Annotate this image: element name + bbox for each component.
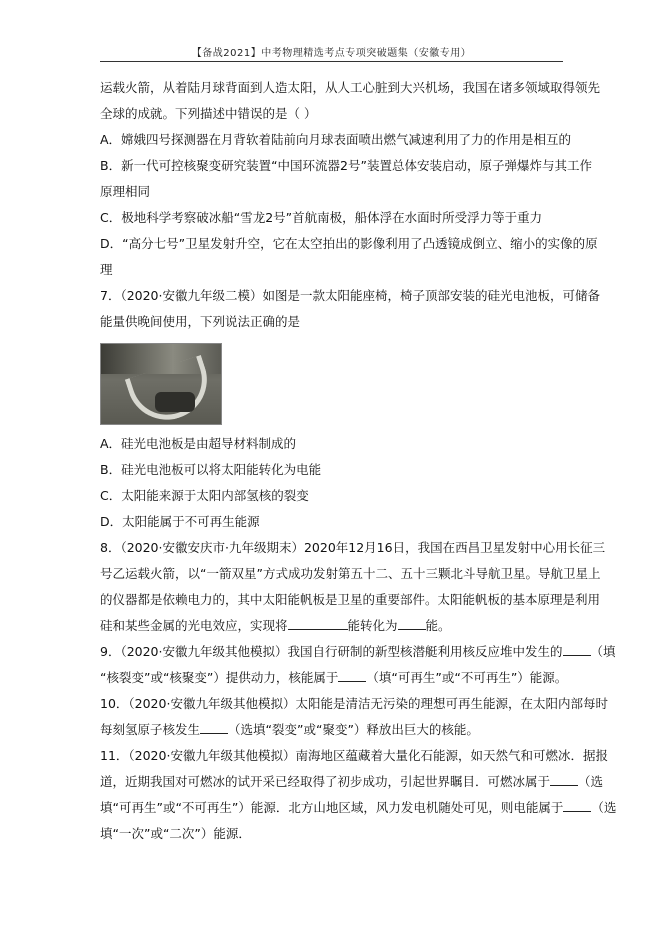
q6-option-b: B．新一代可控核聚变研究装置“中国环流器2号”装置总体安装启动，原子弹爆炸与其工作 <box>100 158 592 173</box>
q6-option-d-cont: 理 <box>100 262 113 277</box>
q9-line-1-part-b: （填 <box>590 644 616 659</box>
q11-line-2 <box>100 769 604 795</box>
q8-line-4 <box>100 613 563 639</box>
q8-line-1: 8．（2020·安徽安庆市·九年级期末）2020年12月16日，我国在西昌卫星发射中心用长征三 <box>100 540 606 555</box>
q6-option-a: A．嫦娥四号探测器在月背软着陆前向月球表面喷出燃气减速利用了力的作用是相互的 <box>100 132 572 147</box>
q9-line-1 <box>100 639 616 665</box>
q7-option-a: A．硅光电池板是由超导材料制成的 <box>100 436 297 451</box>
q11-line-3-part-b: （选 <box>591 800 617 815</box>
q11-line-3 <box>100 795 617 821</box>
q8-line-4-part-c: 能。 <box>425 618 451 633</box>
answer-blank[interactable] <box>398 617 426 630</box>
answer-blank[interactable] <box>338 669 366 682</box>
q11-line-3-part-a: 填“可再生”或“不可再生”）能源．北方山地区域，风力发电机随处可见，则电能属于 <box>100 800 564 815</box>
q6-option-b-cont: 原理相同 <box>100 184 151 199</box>
q8-line-2: 号乙运载火箭，以“一箭双星”方式成功发射第五十二、五十三颗北斗导航卫星。导航卫星上 <box>100 566 601 581</box>
q9-line-2-part-a: “核裂变”或“核聚变”）提供动力，核能属于 <box>100 670 339 685</box>
q7-stem-line-1: 7．（2020·安徽九年级二模）如图是一款太阳能座椅，椅子顶部安装的硅光电池板，可储备 <box>100 288 600 303</box>
answer-blank[interactable] <box>550 773 578 786</box>
q6-option-c: C．极地科学考察破冰船“雪龙2号”首航南极，船体浮在水面时所受浮力等于重力 <box>100 210 543 225</box>
document-body <box>100 75 617 847</box>
q11-line-2-part-a: 道，近期我国对可燃冰的试开采已经取得了初步成功，引起世界瞩目．可燃冰属于 <box>100 774 551 789</box>
q10-line-1: 10．（2020·安徽九年级其他模拟）太阳能是清洁无污染的理想可再生能源，在太阳内部每时 <box>100 696 608 711</box>
q8-line-4-part-b: 能转化为 <box>347 618 398 633</box>
q10-line-2-part-b: （选填“裂变”或“聚变”）释放出巨大的核能。 <box>228 722 479 737</box>
q8-line-4-part-a: 硅和某些金属的光电效应，实现将 <box>100 618 288 633</box>
q6-text-line-2: 全球的成就。下列描述中错误的是（ ） <box>100 106 317 121</box>
q10-line-2 <box>100 717 563 743</box>
q7-option-b: B．硅光电池板可以将太阳能转化为电能 <box>100 462 322 477</box>
q9-line-2-part-b: （填“可再生”或“不可再生”）能源。 <box>366 670 568 685</box>
q9-line-2 <box>100 665 568 691</box>
q11-line-4: 填“一次”或“二次”）能源． <box>100 826 251 841</box>
answer-blank[interactable] <box>288 617 348 630</box>
q9-line-1-part-a: 9．（2020·安徽九年级其他模拟）我国自行研制的新型核潜艇利用核反应堆中发生的 <box>100 644 563 659</box>
page-header-title: 【备战2021】中考物理精选考点专项突破题集（安徽专用） <box>191 48 472 59</box>
q7-stem-line-2: 能量供晚间使用，下列说法正确的是 <box>100 314 301 329</box>
q6-text-line-1: 运载火箭，从着陆月球背面到人造太阳，从人工心脏到大兴机场，我国在诸多领域取得领先 <box>100 80 601 95</box>
solar-chair-photo <box>100 343 222 425</box>
q7-option-d: D．太阳能属于不可再生能源 <box>100 514 260 529</box>
q7-option-c: C．太阳能来源于太阳内部氢核的裂变 <box>100 488 309 503</box>
header-divider <box>100 61 563 62</box>
q10-line-2-part-a: 每刻氢原子核发生 <box>100 722 201 737</box>
q11-line-2-part-b: （选 <box>578 774 604 789</box>
q6-option-d: D．“高分七号”卫星发射升空，它在太空拍出的影像利用了凸透镜成倒立、缩小的实像的原 <box>100 236 598 251</box>
answer-blank[interactable] <box>563 799 591 812</box>
q11-line-1: 11．（2020·安徽九年级其他模拟）南海地区蕴藏着大量化石能源，如天然气和可燃冰．据报 <box>100 748 608 763</box>
answer-blank[interactable] <box>563 643 591 656</box>
q8-line-3: 的仪器都是依赖电力的，其中太阳能帆板是卫星的重要部件。太阳能帆板的基本原理是利用 <box>100 592 601 607</box>
answer-blank[interactable] <box>200 721 228 734</box>
